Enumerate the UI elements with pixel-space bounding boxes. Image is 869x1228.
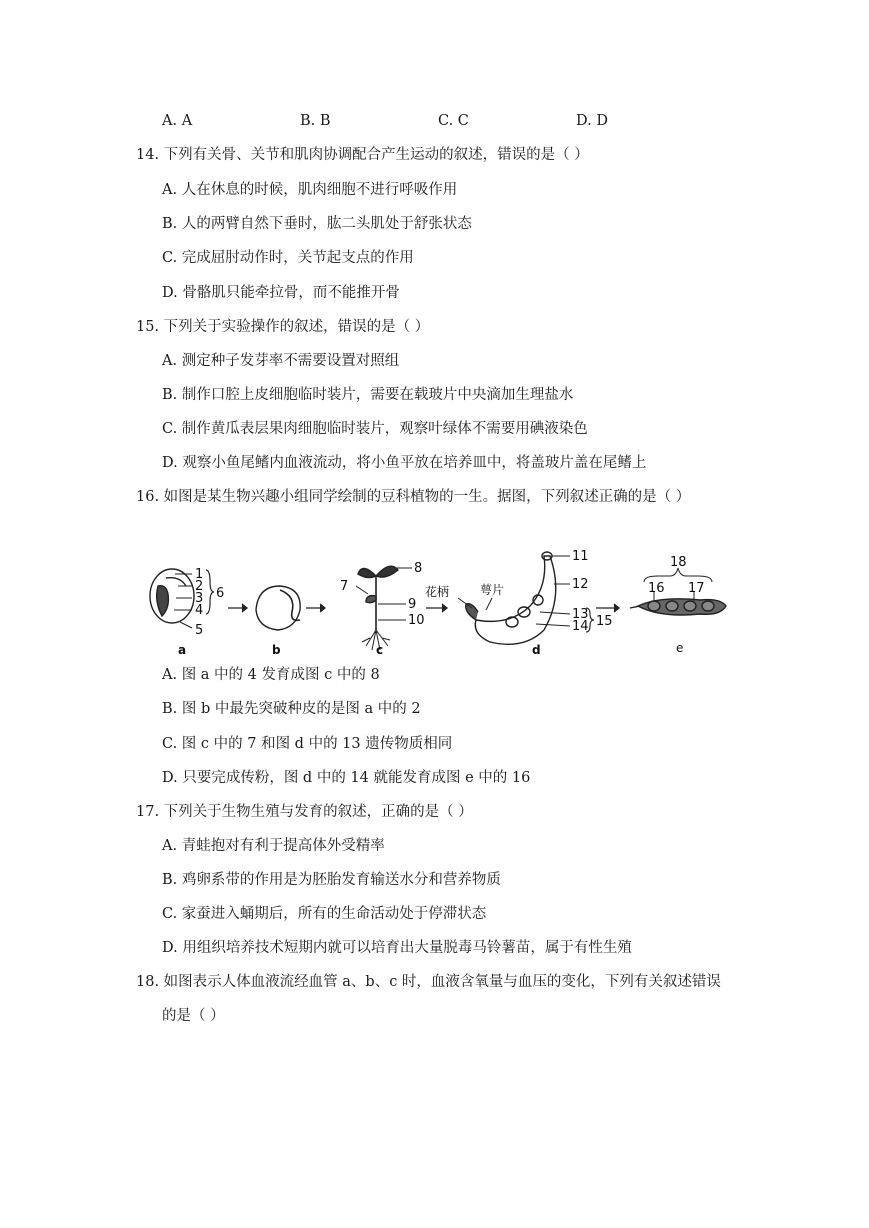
- label-5: 5: [195, 623, 204, 638]
- question-15-option-c: C. 制作黄瓜表层果肉细胞临时装片，观察叶绿体不需要用碘液染色: [162, 421, 588, 437]
- question-14-option-c: C. 完成屈肘动作时，关节起支点的作用: [162, 250, 414, 266]
- question-17-option-d: D. 用组织培养技术短期内就可以培育出大量脱毒马铃薯苗，属于有性生殖: [162, 940, 632, 956]
- panel-label-d: d: [532, 643, 541, 656]
- question-16-option-d: D. 只要完成传粉，图 d 中的 14 就能发育成图 e 中的 16: [162, 770, 531, 786]
- label-7: 7: [340, 579, 349, 594]
- prev-option-d: D. D: [576, 113, 608, 129]
- question-18-stem: 18. 如图表示人体血液流经血管 a、b、c 时，血液含氧量与血压的变化，下列有关叙述错误: [136, 974, 721, 990]
- prev-option-a: A. A: [162, 113, 193, 129]
- question-17-option-b: B. 鸡卵系带的作用是为胚胎发育输送水分和营养物质: [162, 872, 501, 888]
- germinating-seed-diagram: [256, 586, 300, 630]
- prev-option-b: B. B: [300, 113, 331, 129]
- question-16-option-a: A. 图 a 中的 4 发育成图 c 中的 8: [162, 667, 380, 683]
- question-18-stem-continued: 的是（ ）: [162, 1008, 225, 1024]
- label-8: 8: [414, 561, 423, 576]
- question-17-option-a: A. 青蛙抱对有利于提高体外受精率: [162, 838, 385, 854]
- label-14: 14: [572, 619, 589, 634]
- bean-plant-life-cycle-figure: [140, 546, 740, 656]
- panel-label-e: e: [676, 641, 684, 655]
- bean-pod-diagram: [630, 568, 726, 615]
- panel-label-b: b: [272, 643, 281, 656]
- label-10: 10: [408, 613, 425, 628]
- question-17-stem: 17. 下列关于生物生殖与发育的叙述，正确的是（ ）: [136, 804, 473, 820]
- prev-option-c: C. C: [438, 113, 469, 129]
- question-15-option-d: D. 观察小鱼尾鳍内血液流动，将小鱼平放在培养皿中，将盖玻片盖在尾鳍上: [162, 455, 647, 471]
- label-11: 11: [572, 549, 589, 564]
- label-4: 4: [195, 603, 204, 618]
- question-16-option-c: C. 图 c 中的 7 和图 d 中的 13 遗传物质相同: [162, 736, 453, 752]
- question-14-option-b: B. 人的两臂自然下垂时，肱二头肌处于舒张状态: [162, 216, 472, 232]
- label-2: 2: [195, 579, 204, 594]
- label-flower-stalk: 花柄: [425, 585, 450, 599]
- panel-label-a: a: [178, 643, 187, 656]
- question-16-option-b: B. 图 b 中最先突破种皮的是图 a 中的 2: [162, 701, 421, 717]
- question-15-option-a: A. 测定种子发芽率不需要设置对照组: [162, 353, 400, 369]
- label-13: 13: [572, 607, 589, 622]
- label-3: 3: [195, 591, 204, 606]
- label-16: 16: [648, 581, 665, 596]
- question-16-stem: 16. 如图是某生物兴趣小组同学绘制的豆科植物的一生。据图，下列叙述正确的是（ ）: [136, 489, 691, 505]
- question-14-option-d: D. 骨骼肌只能牵拉骨，而不能推开骨: [162, 285, 400, 301]
- seedling-diagram: [356, 566, 412, 650]
- label-sepal: 萼片: [480, 583, 505, 597]
- label-15: 15: [596, 614, 613, 629]
- label-9: 9: [408, 597, 417, 612]
- question-15-stem: 15. 下列关于实验操作的叙述，错误的是（ ）: [136, 319, 430, 335]
- label-17: 17: [688, 581, 705, 596]
- label-18: 18: [670, 555, 687, 570]
- prev-question-options: [162, 113, 722, 131]
- panel-label-c: c: [376, 643, 384, 656]
- question-15-option-b: B. 制作口腔上皮细胞临时装片，需要在载玻片中央滴加生理盐水: [162, 387, 574, 403]
- label-12: 12: [572, 577, 589, 592]
- question-14-stem: 14. 下列有关骨、关节和肌肉协调配合产生运动的叙述，错误的是（ ）: [136, 147, 589, 163]
- question-14-option-a: A. 人在休息的时候，肌肉细胞不进行呼吸作用: [162, 182, 458, 198]
- label-6: 6: [216, 586, 225, 601]
- label-1: 1: [195, 567, 204, 582]
- seed-diagram: [150, 569, 214, 628]
- question-17-option-c: C. 家蚕进入蛹期后，所有的生命活动处于停滞状态: [162, 906, 487, 922]
